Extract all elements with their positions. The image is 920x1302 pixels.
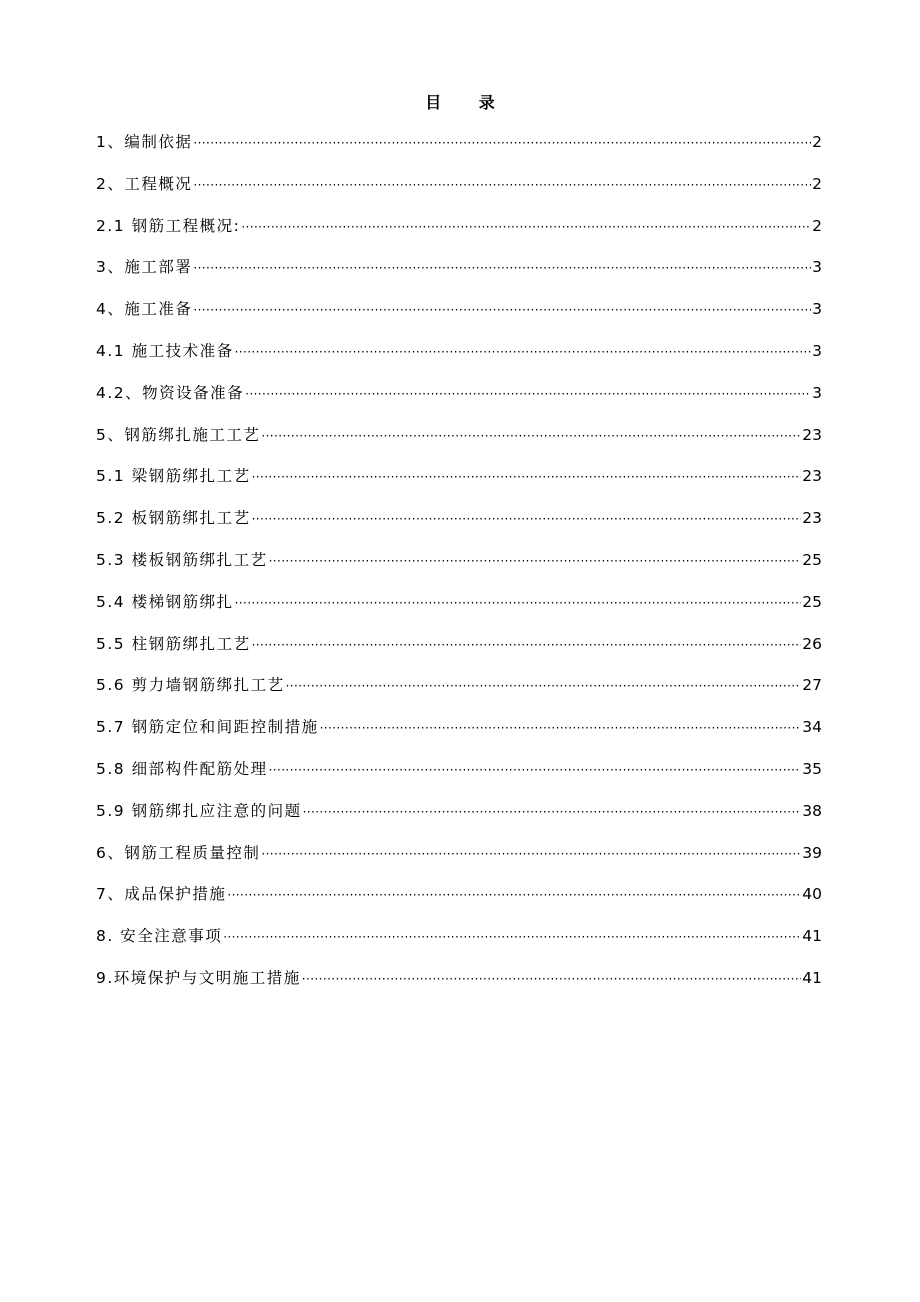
toc-dot-leader [303, 798, 802, 826]
toc-dot-leader [193, 171, 811, 199]
toc-entry[interactable] [96, 462, 822, 504]
toc-entry[interactable] [96, 379, 822, 421]
toc-dot-leader [269, 547, 802, 575]
toc-entry[interactable] [96, 880, 822, 922]
toc-entry-page-number: 41 [802, 927, 822, 946]
toc-dot-leader [252, 631, 802, 659]
toc-entry-label: 8. 安全注意事项 [96, 927, 223, 946]
toc-entry-page-number: 3 [812, 383, 822, 402]
toc-entry[interactable] [96, 128, 822, 170]
toc-entry[interactable] [96, 713, 822, 755]
toc-entry-label: 5.9 钢筋绑扎应注意的问题 [96, 801, 302, 820]
toc-entry-label: 5.5 柱钢筋绑扎工艺 [96, 634, 251, 653]
toc-entry-label: 5.7 钢筋定位和间距控制措施 [96, 718, 319, 737]
toc-dot-leader [320, 714, 802, 742]
toc-entry[interactable] [96, 212, 822, 254]
toc-title: 目 录 [425, 93, 511, 112]
toc-dot-leader [302, 965, 801, 993]
toc-entry-page-number: 40 [802, 885, 822, 904]
toc-entry-label: 5、钢筋绑扎施工工艺 [96, 425, 261, 444]
toc-dot-leader [223, 923, 801, 951]
toc-entry-label: 5.8 细部构件配筋处理 [96, 759, 268, 778]
toc-entry-page-number: 2 [812, 216, 822, 235]
toc-entry[interactable] [96, 588, 822, 630]
toc-entry[interactable] [96, 295, 822, 337]
toc-entry-page-number: 34 [802, 718, 822, 737]
toc-dot-leader [269, 756, 802, 784]
toc-dot-leader [261, 422, 801, 450]
toc-dot-leader [235, 589, 802, 617]
toc-dot-leader [241, 213, 811, 241]
toc-entry-label: 4.1 施工技术准备 [96, 341, 234, 360]
toc-entry-page-number: 27 [802, 676, 822, 695]
toc-entry-label: 4、施工准备 [96, 300, 193, 319]
toc-entry-page-number: 2 [812, 133, 822, 151]
toc-entry-page-number: 3 [812, 258, 822, 277]
toc-entry[interactable] [96, 170, 822, 212]
toc-entry-label: 2、工程概况 [96, 174, 193, 193]
toc-dot-leader [245, 380, 811, 408]
toc-entry[interactable] [96, 630, 822, 672]
toc-entry-label: 2.1 钢筋工程概况: [96, 216, 241, 235]
toc-entry-page-number: 23 [802, 509, 822, 528]
toc-dot-leader [193, 296, 811, 324]
toc-entry[interactable] [96, 671, 822, 713]
toc-entry[interactable] [96, 337, 822, 379]
toc-entry-label: 6、钢筋工程质量控制 [96, 843, 261, 862]
toc-entry-page-number: 25 [802, 550, 822, 569]
toc-entry-label: 5.4 楼梯钢筋绑扎 [96, 592, 234, 611]
toc-entry-label: 5.1 梁钢筋绑扎工艺 [96, 467, 251, 486]
toc-entry-label: 5.6 剪力墙钢筋绑扎工艺 [96, 676, 285, 695]
toc-entry-page-number: 38 [802, 801, 822, 820]
toc-entry-page-number: 3 [812, 341, 822, 360]
toc-entry-page-number: 39 [802, 843, 822, 862]
toc-entry-page-number: 23 [802, 425, 822, 444]
toc-entry-page-number: 25 [802, 592, 822, 611]
toc-entry-label: 5.3 楼板钢筋绑扎工艺 [96, 550, 268, 569]
toc-entry[interactable] [96, 421, 822, 463]
toc-list [96, 128, 822, 1006]
toc-entry[interactable] [96, 504, 822, 546]
toc-entry-page-number: 26 [802, 634, 822, 653]
toc-entry-label: 3、施工部署 [96, 258, 193, 277]
toc-entry[interactable] [96, 797, 822, 839]
toc-entry[interactable] [96, 964, 822, 1006]
toc-entry[interactable] [96, 546, 822, 588]
toc-entry-page-number: 2 [812, 174, 822, 193]
toc-entry-page-number: 3 [812, 300, 822, 319]
toc-entry-label: 5.2 板钢筋绑扎工艺 [96, 509, 251, 528]
toc-dot-leader [227, 881, 801, 909]
toc-dot-leader [193, 129, 811, 157]
toc-entry-label: 1、编制依据 [96, 133, 193, 151]
toc-dot-leader [193, 254, 811, 282]
toc-dot-leader [252, 463, 802, 491]
toc-dot-leader [261, 840, 801, 868]
toc-entry-label: 7、成品保护措施 [96, 885, 227, 904]
toc-entry-label: 9.环境保护与文明施工措施 [96, 968, 301, 987]
toc-entry-page-number: 35 [802, 759, 822, 778]
toc-entry-page-number: 41 [802, 968, 822, 987]
toc-dot-leader [286, 672, 802, 700]
toc-dot-leader [252, 505, 802, 533]
toc-entry[interactable] [96, 755, 822, 797]
toc-entry[interactable] [96, 839, 822, 881]
toc-entry[interactable] [96, 922, 822, 964]
toc-dot-leader [235, 338, 812, 366]
toc-entry[interactable] [96, 253, 822, 295]
toc-entry-label: 4.2、物资设备准备 [96, 383, 245, 402]
toc-entry-page-number: 23 [802, 467, 822, 486]
